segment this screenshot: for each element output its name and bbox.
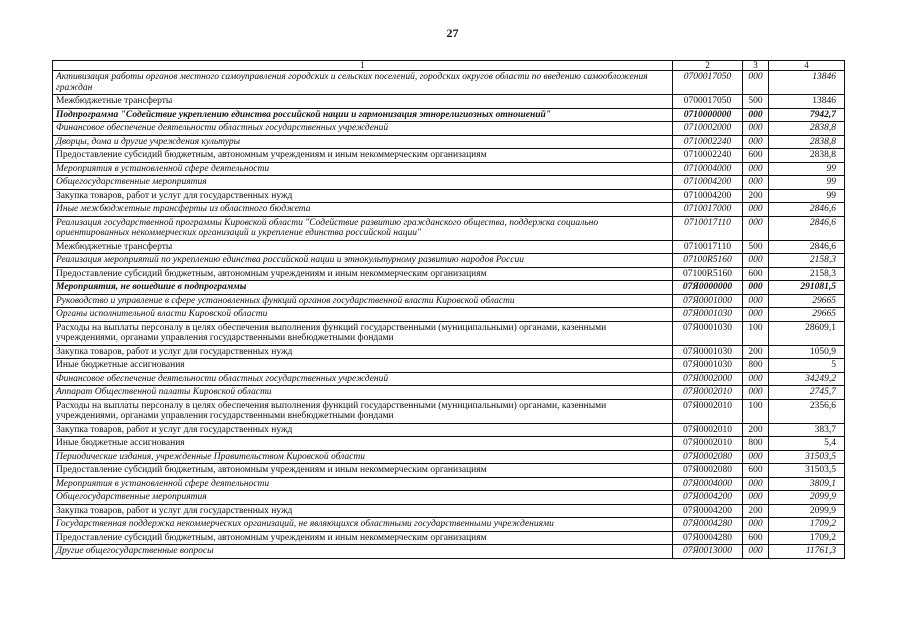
row-name-cell: Финансовое обеспечение деятельности областных государственных учреждений bbox=[53, 122, 673, 136]
row-type-cell: 500 bbox=[743, 240, 769, 254]
row-type-cell: 000 bbox=[743, 216, 769, 240]
table-row bbox=[53, 189, 845, 203]
table-row bbox=[53, 216, 845, 240]
row-code-cell: 0700017050 bbox=[673, 95, 743, 109]
table-row bbox=[53, 518, 845, 532]
table-row bbox=[53, 135, 845, 149]
row-type-cell: 100 bbox=[743, 321, 769, 345]
row-name-cell: Закупка товаров, работ и услуг для государственных нужд bbox=[53, 423, 673, 437]
row-code-cell: 07Я0004200 bbox=[673, 491, 743, 505]
row-code-cell: 0710002000 bbox=[673, 122, 743, 136]
table-row bbox=[53, 308, 845, 322]
table-row bbox=[53, 176, 845, 190]
table-header-row bbox=[53, 61, 845, 71]
row-type-cell: 200 bbox=[743, 345, 769, 359]
row-amount-cell: 2846,6 bbox=[769, 240, 845, 254]
row-amount-cell: 291081,5 bbox=[769, 281, 845, 295]
table-row bbox=[53, 464, 845, 478]
row-name-cell: Мероприятия в установленной сфере деятельности bbox=[53, 162, 673, 176]
table-row bbox=[53, 108, 845, 122]
row-name-cell: Руководство и управление в сфере установленных функций органов государственной власти Кировской области bbox=[53, 294, 673, 308]
row-code-cell: 0710004000 bbox=[673, 162, 743, 176]
row-amount-cell: 2846,6 bbox=[769, 216, 845, 240]
row-type-cell: 100 bbox=[743, 399, 769, 423]
row-name-cell: Реализация государственной программы Кировской области "Содействие развитию гражданского общества, поддержка социально ориентированных некоммерческих организаций и укрепление единства российской нации" bbox=[53, 216, 673, 240]
row-amount-cell: 99 bbox=[769, 176, 845, 190]
table-row bbox=[53, 321, 845, 345]
row-code-cell: 07Я0000000 bbox=[673, 281, 743, 295]
table-row bbox=[53, 531, 845, 545]
row-type-cell: 600 bbox=[743, 531, 769, 545]
table-row bbox=[53, 399, 845, 423]
row-name-cell: Предоставление субсидий бюджетным, автономным учреждениям и иным некоммерческим организациям bbox=[53, 531, 673, 545]
row-type-cell: 000 bbox=[743, 372, 769, 386]
row-amount-cell: 2838,8 bbox=[769, 149, 845, 163]
row-code-cell: 07Я0002000 bbox=[673, 372, 743, 386]
table-row bbox=[53, 359, 845, 373]
table-row bbox=[53, 386, 845, 400]
row-amount-cell: 5 bbox=[769, 359, 845, 373]
row-type-cell: 000 bbox=[743, 176, 769, 190]
column-header-1: 1 bbox=[53, 61, 673, 71]
row-type-cell: 200 bbox=[743, 423, 769, 437]
row-name-cell: Реализация мероприятий по укреплению единства российской нации и этнокультурному развитию народов России bbox=[53, 254, 673, 268]
row-name-cell: Предоставление субсидий бюджетным, автономным учреждениям и иным некоммерческим организациям bbox=[53, 464, 673, 478]
row-type-cell: 000 bbox=[743, 122, 769, 136]
table-row bbox=[53, 281, 845, 295]
row-code-cell: 0710004200 bbox=[673, 189, 743, 203]
row-amount-cell: 2356,6 bbox=[769, 399, 845, 423]
row-type-cell: 000 bbox=[743, 294, 769, 308]
row-amount-cell: 2838,8 bbox=[769, 135, 845, 149]
row-name-cell: Общегосударственные мероприятия bbox=[53, 176, 673, 190]
row-amount-cell: 2158,3 bbox=[769, 254, 845, 268]
row-name-cell: Межбюджетные трансферты bbox=[53, 95, 673, 109]
row-amount-cell: 2099,9 bbox=[769, 491, 845, 505]
table-row bbox=[53, 240, 845, 254]
row-code-cell: 07Я0004200 bbox=[673, 504, 743, 518]
row-amount-cell: 2745,7 bbox=[769, 386, 845, 400]
row-amount-cell: 13846 bbox=[769, 71, 845, 95]
row-amount-cell: 1050,9 bbox=[769, 345, 845, 359]
row-name-cell: Иные межбюджетные трансферты из областного бюджета bbox=[53, 203, 673, 217]
row-code-cell: 07Я0002080 bbox=[673, 450, 743, 464]
row-type-cell: 000 bbox=[743, 108, 769, 122]
table-row bbox=[53, 504, 845, 518]
row-amount-cell: 29665 bbox=[769, 294, 845, 308]
row-code-cell: 07Я0002010 bbox=[673, 386, 743, 400]
row-name-cell: Общегосударственные мероприятия bbox=[53, 491, 673, 505]
row-amount-cell: 2846,6 bbox=[769, 203, 845, 217]
row-name-cell: Другие общегосударственные вопросы bbox=[53, 545, 673, 559]
row-type-cell: 000 bbox=[743, 281, 769, 295]
table-row bbox=[53, 450, 845, 464]
row-name-cell: Подпрограмма "Содействие укреплению единства российской нации и гармонизация этнорелигиозных отношений" bbox=[53, 108, 673, 122]
row-type-cell: 600 bbox=[743, 149, 769, 163]
row-name-cell: Расходы на выплаты персоналу в целях обеспечения выполнения функций государственными (муниципальными) органами, казенными учреждениями, органами управления государственными внебюджетными фондами bbox=[53, 321, 673, 345]
table-row bbox=[53, 254, 845, 268]
row-type-cell: 000 bbox=[743, 386, 769, 400]
row-name-cell: Органы исполнительной власти Кировской области bbox=[53, 308, 673, 322]
table-row bbox=[53, 545, 845, 559]
column-header-3: 3 bbox=[743, 61, 769, 71]
row-amount-cell: 31503,5 bbox=[769, 450, 845, 464]
row-name-cell: Межбюджетные трансферты bbox=[53, 240, 673, 254]
row-code-cell: 07Я0001030 bbox=[673, 359, 743, 373]
row-type-cell: 000 bbox=[743, 518, 769, 532]
row-name-cell: Мероприятия в установленной сфере деятельности bbox=[53, 477, 673, 491]
row-amount-cell: 11761,3 bbox=[769, 545, 845, 559]
row-code-cell: 07Я0002080 bbox=[673, 464, 743, 478]
row-name-cell: Закупка товаров, работ и услуг для государственных нужд bbox=[53, 345, 673, 359]
row-code-cell: 07Я0001000 bbox=[673, 294, 743, 308]
row-type-cell: 800 bbox=[743, 359, 769, 373]
row-code-cell: 07100R5160 bbox=[673, 267, 743, 281]
row-amount-cell: 99 bbox=[769, 162, 845, 176]
row-code-cell: 07100R5160 bbox=[673, 254, 743, 268]
row-name-cell: Предоставление субсидий бюджетным, автономным учреждениям и иным некоммерческим организациям bbox=[53, 267, 673, 281]
row-type-cell: 000 bbox=[743, 135, 769, 149]
row-type-cell: 000 bbox=[743, 450, 769, 464]
row-amount-cell: 5,4 bbox=[769, 437, 845, 451]
row-code-cell: 07Я0004000 bbox=[673, 477, 743, 491]
page-number: 27 bbox=[446, 26, 459, 40]
row-name-cell: Закупка товаров, работ и услуг для государственных нужд bbox=[53, 189, 673, 203]
table-row bbox=[53, 437, 845, 451]
row-code-cell: 07Я0013000 bbox=[673, 545, 743, 559]
table-row bbox=[53, 294, 845, 308]
row-type-cell: 000 bbox=[743, 545, 769, 559]
table-row bbox=[53, 491, 845, 505]
row-code-cell: 0710017110 bbox=[673, 216, 743, 240]
row-amount-cell: 2099,9 bbox=[769, 504, 845, 518]
row-type-cell: 000 bbox=[743, 162, 769, 176]
row-type-cell: 200 bbox=[743, 189, 769, 203]
row-type-cell: 000 bbox=[743, 477, 769, 491]
row-code-cell: 0700017050 bbox=[673, 71, 743, 95]
row-code-cell: 07Я0002010 bbox=[673, 399, 743, 423]
table-row bbox=[53, 95, 845, 109]
table-row bbox=[53, 71, 845, 95]
row-name-cell: Дворцы, дома и другие учреждения культуры bbox=[53, 135, 673, 149]
row-name-cell: Закупка товаров, работ и услуг для государственных нужд bbox=[53, 504, 673, 518]
row-code-cell: 07Я0001030 bbox=[673, 308, 743, 322]
row-amount-cell: 28609,1 bbox=[769, 321, 845, 345]
row-code-cell: 0710000000 bbox=[673, 108, 743, 122]
row-type-cell: 800 bbox=[743, 437, 769, 451]
row-amount-cell: 383,7 bbox=[769, 423, 845, 437]
row-amount-cell: 2838,8 bbox=[769, 122, 845, 136]
row-type-cell: 000 bbox=[743, 491, 769, 505]
row-type-cell: 600 bbox=[743, 267, 769, 281]
row-code-cell: 0710017110 bbox=[673, 240, 743, 254]
row-code-cell: 0710004200 bbox=[673, 176, 743, 190]
row-code-cell: 07Я0002010 bbox=[673, 423, 743, 437]
column-header-2: 2 bbox=[673, 61, 743, 71]
table-row bbox=[53, 423, 845, 437]
row-type-cell: 500 bbox=[743, 95, 769, 109]
column-header-4: 4 bbox=[769, 61, 845, 71]
row-amount-cell: 1709,2 bbox=[769, 531, 845, 545]
row-name-cell: Расходы на выплаты персоналу в целях обеспечения выполнения функций государственными (муниципальными) органами, казенными учреждениями, органами управления государственными внебюджетными фондами bbox=[53, 399, 673, 423]
table-row bbox=[53, 372, 845, 386]
table-row bbox=[53, 122, 845, 136]
budget-table bbox=[52, 60, 845, 559]
row-type-cell: 000 bbox=[743, 71, 769, 95]
table-row bbox=[53, 345, 845, 359]
row-amount-cell: 13846 bbox=[769, 95, 845, 109]
row-code-cell: 07Я0001030 bbox=[673, 345, 743, 359]
row-amount-cell: 31503,5 bbox=[769, 464, 845, 478]
row-amount-cell: 99 bbox=[769, 189, 845, 203]
table-row bbox=[53, 149, 845, 163]
table-row bbox=[53, 477, 845, 491]
row-amount-cell: 29665 bbox=[769, 308, 845, 322]
row-name-cell: Иные бюджетные ассигнования bbox=[53, 437, 673, 451]
row-type-cell: 200 bbox=[743, 504, 769, 518]
row-name-cell: Периодические издания, учрежденные Правительством Кировской области bbox=[53, 450, 673, 464]
row-code-cell: 07Я0001030 bbox=[673, 321, 743, 345]
table-row bbox=[53, 203, 845, 217]
row-code-cell: 0710002240 bbox=[673, 135, 743, 149]
row-name-cell: Предоставление субсидий бюджетным, автономным учреждениям и иным некоммерческим организациям bbox=[53, 149, 673, 163]
row-amount-cell: 34249,2 bbox=[769, 372, 845, 386]
row-code-cell: 0710002240 bbox=[673, 149, 743, 163]
row-code-cell: 07Я0004280 bbox=[673, 531, 743, 545]
row-code-cell: 07Я0002010 bbox=[673, 437, 743, 451]
row-amount-cell: 7942,7 bbox=[769, 108, 845, 122]
row-name-cell: Государственная поддержка некоммерческих организаций, не являющихся областными государственными учреждениями bbox=[53, 518, 673, 532]
table-row bbox=[53, 267, 845, 281]
row-type-cell: 000 bbox=[743, 203, 769, 217]
row-name-cell: Активизация работы органов местного самоуправления городских и сельских поселений, городских округов области по введению самообложения граждан bbox=[53, 71, 673, 95]
row-name-cell: Иные бюджетные ассигнования bbox=[53, 359, 673, 373]
row-code-cell: 0710017000 bbox=[673, 203, 743, 217]
row-name-cell: Финансовое обеспечение деятельности областных государственных учреждений bbox=[53, 372, 673, 386]
row-type-cell: 600 bbox=[743, 464, 769, 478]
row-type-cell: 000 bbox=[743, 308, 769, 322]
row-type-cell: 000 bbox=[743, 254, 769, 268]
table-row bbox=[53, 162, 845, 176]
row-code-cell: 07Я0004280 bbox=[673, 518, 743, 532]
row-amount-cell: 1709,2 bbox=[769, 518, 845, 532]
row-name-cell: Мероприятия, не вошедшие в подпрограммы bbox=[53, 281, 673, 295]
row-amount-cell: 2158,3 bbox=[769, 267, 845, 281]
row-amount-cell: 3809,1 bbox=[769, 477, 845, 491]
row-name-cell: Аппарат Общественной палаты Кировской области bbox=[53, 386, 673, 400]
